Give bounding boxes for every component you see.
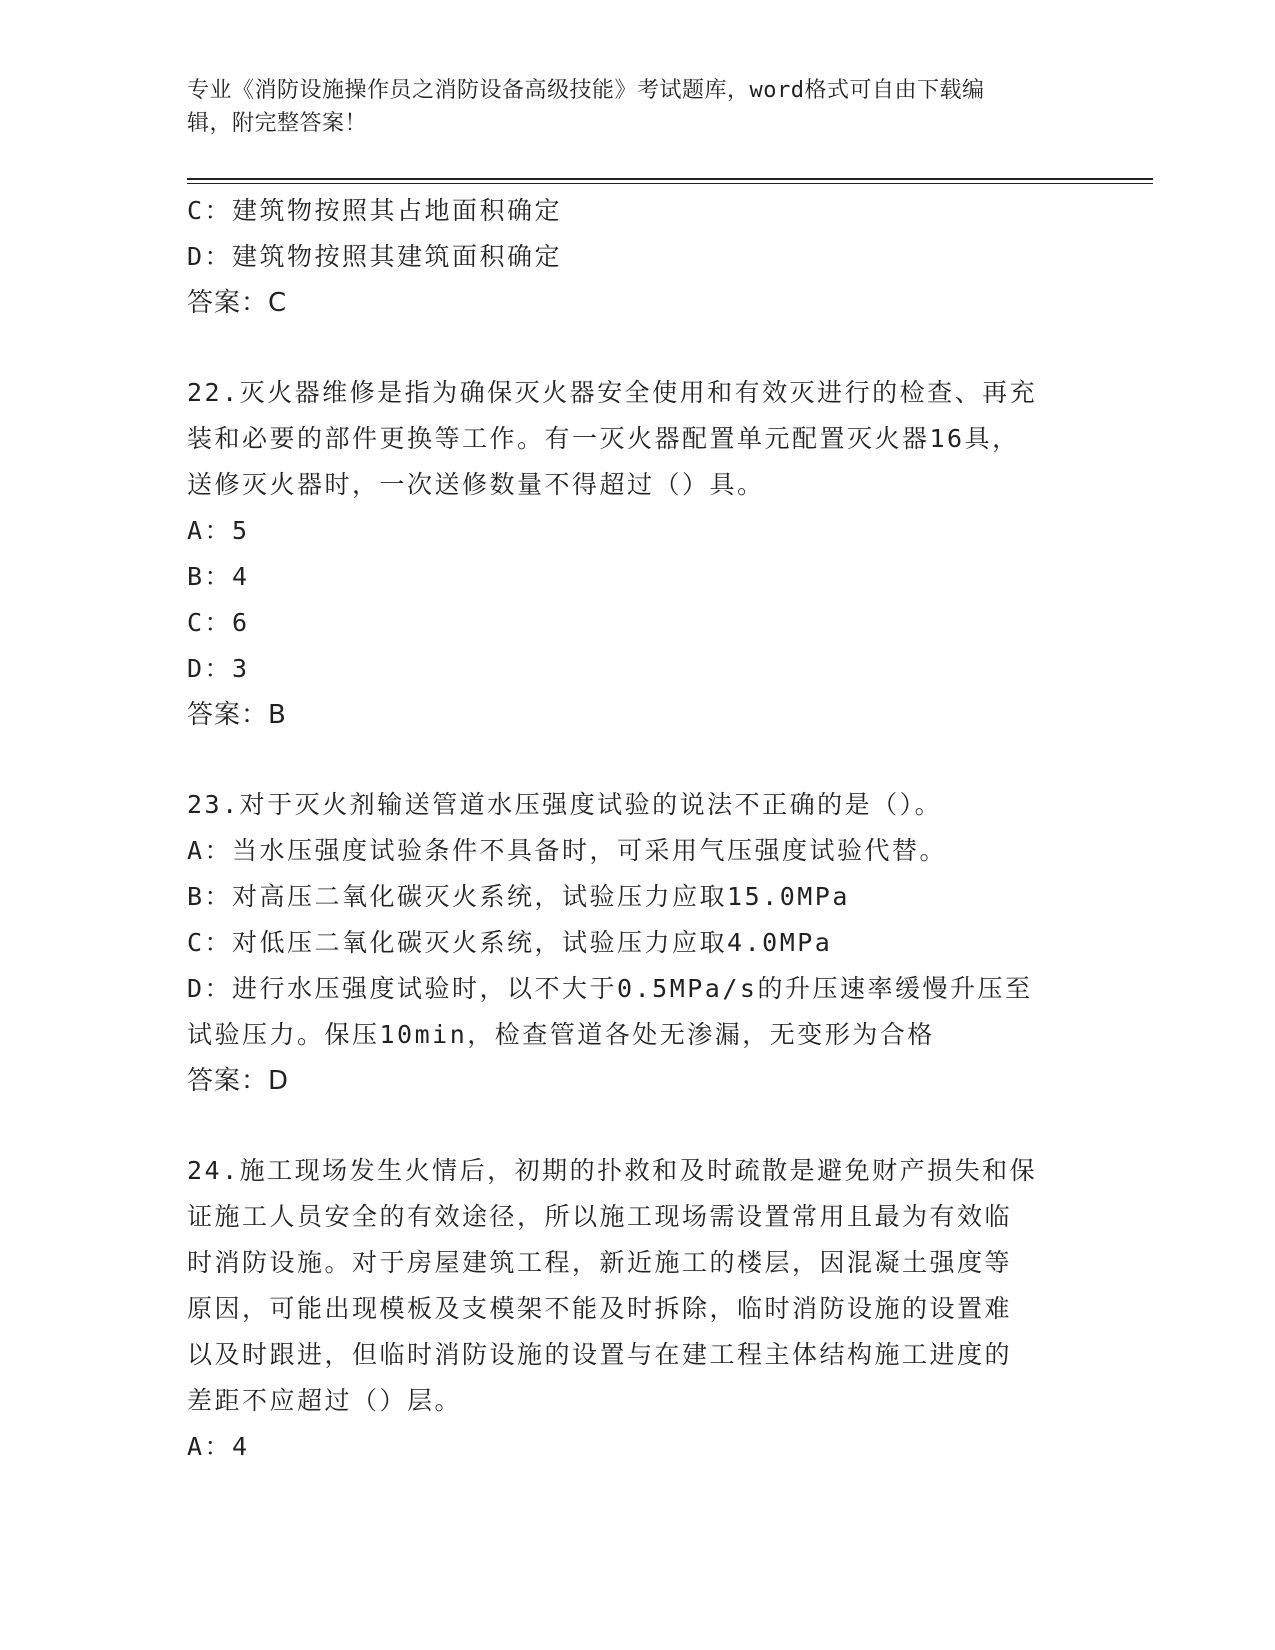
option-c: C：对低压二氧化碳灭火系统，试验压力应取4.0MPa — [187, 928, 833, 957]
answer-line: 答案：B — [187, 700, 287, 730]
question-24 — [187, 1148, 1087, 1470]
document-header — [187, 74, 1087, 140]
question-22 — [187, 370, 1087, 738]
answer-line: 答案：C — [187, 288, 288, 318]
option-c: C：6 — [187, 608, 250, 637]
option-b: B：对高压二氧化碳灭火系统，试验压力应取15.0MPa — [187, 882, 850, 911]
option-b: B：4 — [187, 562, 250, 591]
question-21-tail — [187, 188, 1087, 326]
option-c: C：建筑物按照其占地面积确定 — [187, 196, 563, 225]
answer-line: 答案：D — [187, 1066, 290, 1096]
question-stem-line: 23.对于灭火剂输送管道水压强度试验的说法不正确的是（）。 — [187, 790, 943, 819]
header-divider-thin — [187, 183, 1153, 184]
question-list — [187, 188, 1087, 1470]
header-divider-thick — [187, 178, 1153, 180]
option-a: A：4 — [187, 1432, 250, 1461]
question-23 — [187, 782, 1087, 1104]
option-d-continued: 试验压力。保压10min，检查管道各处无渗漏，无变形为合格 — [187, 1020, 935, 1049]
question-stem-line: 22.灭火器维修是指为确保灭火器安全使用和有效灭进行的检查、再充 — [187, 378, 1038, 407]
question-stem-line: 送修灭火器时，一次送修数量不得超过（）具。 — [187, 470, 765, 499]
question-stem-line: 原因，可能出现模板及支模架不能及时拆除，临时消防设施的设置难 — [187, 1294, 1013, 1323]
question-stem-line: 装和必要的部件更换等工作。有一灭火器配置单元配置灭火器16具， — [187, 424, 1020, 453]
question-stem-line: 时消防设施。对于房屋建筑工程，新近施工的楼层，因混凝土强度等 — [187, 1248, 1013, 1277]
option-d: D：进行水压强度试验时，以不大于0.5MPa/s的升压速率缓慢升压至 — [187, 974, 1033, 1003]
question-stem-line: 差距不应超过（）层。 — [187, 1386, 463, 1415]
option-d: D：3 — [187, 654, 250, 683]
question-stem-line: 以及时跟进，但临时消防设施的设置与在建工程主体结构施工进度的 — [187, 1340, 1013, 1369]
question-stem-line: 24.施工现场发生火情后，初期的扑救和及时疏散是避免财产损失和保 — [187, 1156, 1038, 1185]
header-line-1: 专业《消防设施操作员之消防设备高级技能》考试题库，word格式可自由下载编 — [187, 78, 985, 103]
question-stem-line: 证施工人员安全的有效途径，所以施工现场需设置常用且最为有效临 — [187, 1202, 1013, 1231]
header-line-2: 辑，附完整答案！ — [187, 111, 368, 136]
option-d: D：建筑物按照其建筑面积确定 — [187, 242, 563, 271]
option-a: A：当水压强度试验条件不具备时，可采用气压强度试验代替。 — [187, 836, 948, 865]
option-a: A：5 — [187, 516, 250, 545]
